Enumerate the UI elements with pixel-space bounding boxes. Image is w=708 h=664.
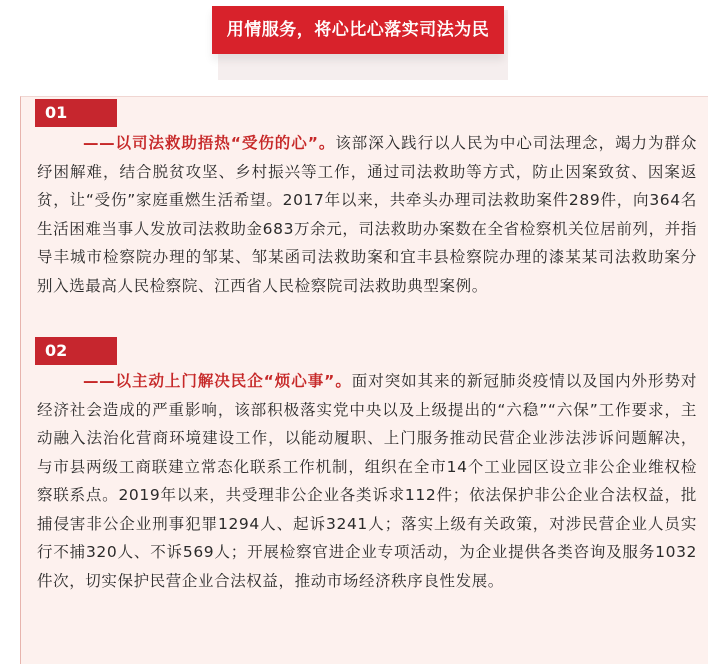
section-lead: ——以司法救助捂热“受伤的心”。 <box>83 134 336 152</box>
section-lead: ——以主动上门解决民企“烦心事”。 <box>83 372 352 390</box>
section-body: 该部深入践行以人民为中心司法理念，竭力为群众纾困解难，结合脱贫攻坚、乡村振兴等工作，通过司法救助等方式，防止因案致贫、因案返贫，让“受伤”家庭重燃生活希望。2017年以来，共牵头办理司法救助案件289件，向364名生活困难当事人发放司法救助金683万余元，司法救助办案数在全省检察机关位居前列，并指导丰城市检察院办理的邹某、邹某函司法救助案和宜丰县检察院办理的漆某某司法救助案分别入选最高人民检察院、江西省人民检察院司法救助典型案例。 <box>37 134 698 295</box>
header-banner <box>0 0 708 95</box>
section-number-badge: 01 <box>35 99 117 127</box>
section-body: 面对突如其来的新冠肺炎疫情以及国内外形势对经济社会造成的严重影响，该部积极落实党中央以及上级提出的“六稳”“六保”工作要求，主动融入法治化营商环境建设工作，以能动履职、上门服务推动民营企业涉法涉诉问题解决，与市县两级工商联建立常态化联系工作机制，组织在全市14个工业园区设立非公企业维权检察联系点。2019年以来，共受理非公企业各类诉求112件；依法保护非公企业合法权益，批捕侵害非公企业刑事犯罪1294人、起诉3241人；落实上级有关政策，对涉民营企业人员实行不捕320人、不诉569人；开展检察官进企业专项活动，为企业提供各类咨询及服务1032件次，切实保护民营企业合法权益，推动市场经济秩序良性发展。 <box>37 372 698 590</box>
content-panel <box>20 96 708 664</box>
banner-title: 用情服务，将心比心落实司法为民 <box>212 6 504 54</box>
section-number-badge: 02 <box>35 337 117 365</box>
section-paragraph <box>37 367 697 595</box>
section-paragraph <box>37 129 697 300</box>
